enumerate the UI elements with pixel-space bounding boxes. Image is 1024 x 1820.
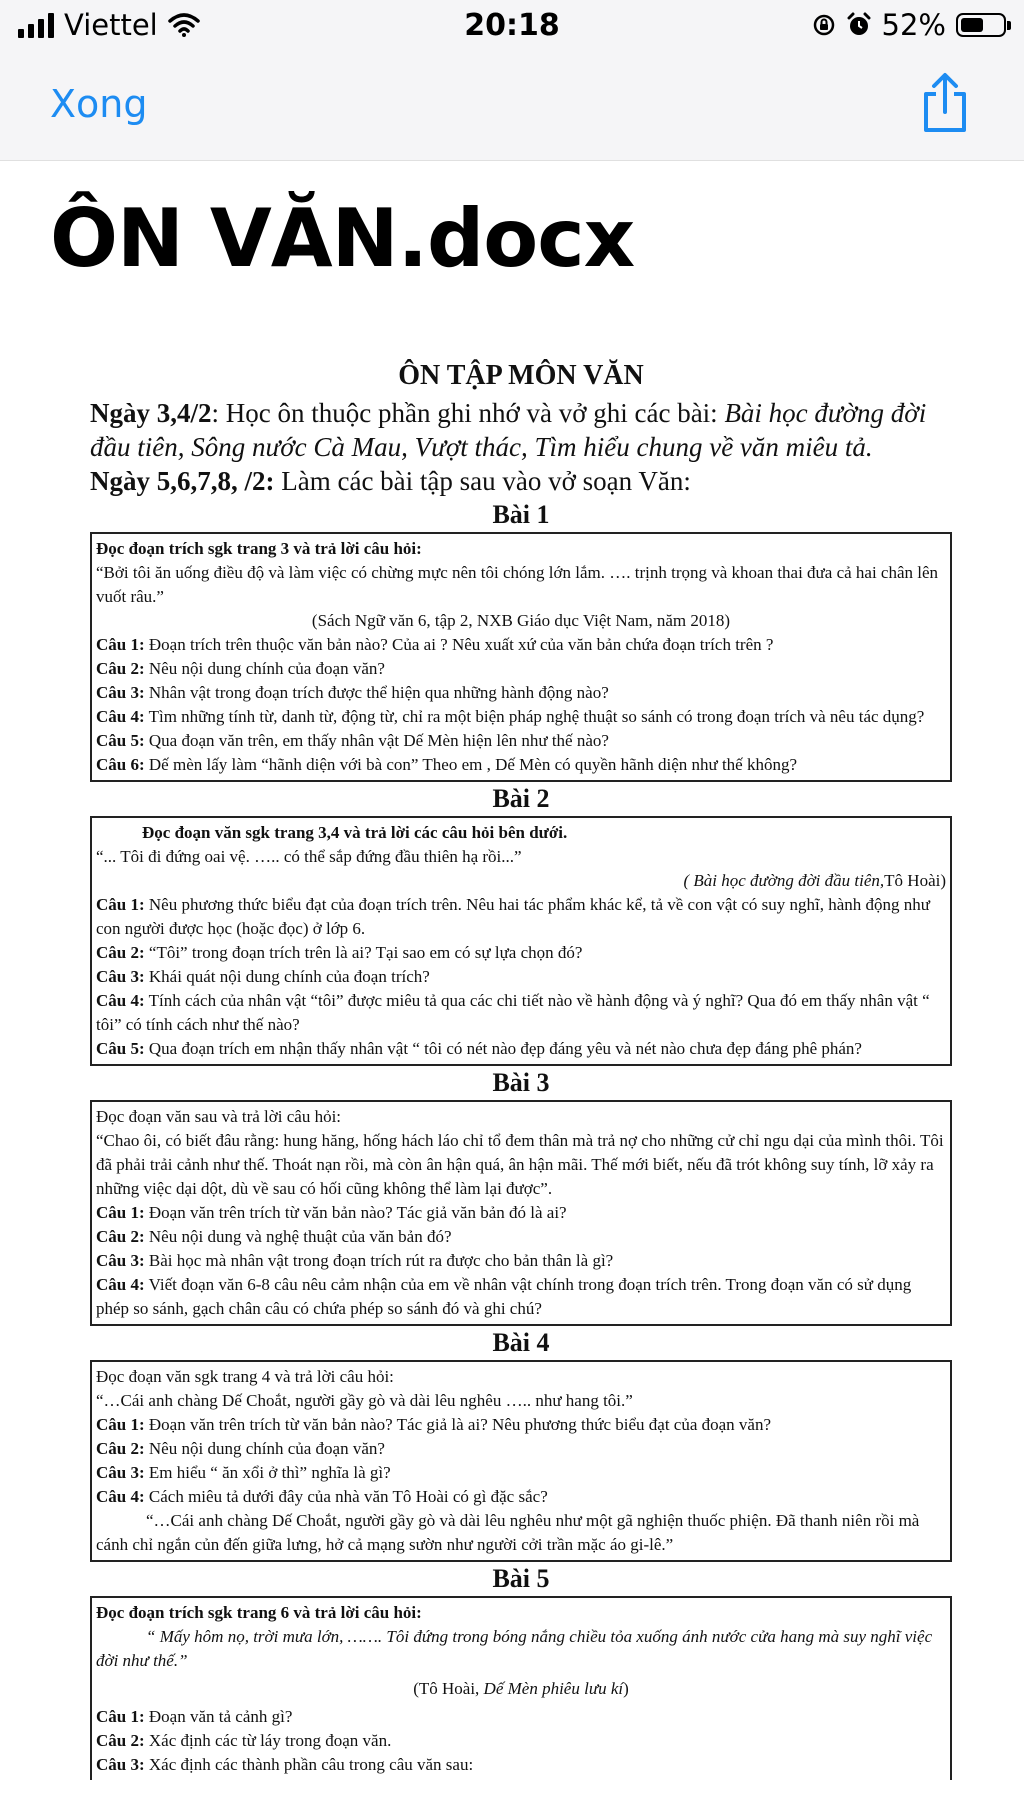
question-item [96, 1705, 946, 1729]
question-label: Câu 2: [96, 1439, 145, 1458]
bai-4-questions [96, 1413, 946, 1509]
question-label: Câu 2: [96, 1227, 145, 1246]
intro-line-1 [90, 396, 952, 464]
document-page[interactable] [90, 360, 952, 1780]
bai-1-header: Đọc đoạn trích sgk trang 3 và trả lời câu hỏi: [96, 539, 422, 558]
question-item [96, 1437, 946, 1461]
bai-5-source-close: ) [623, 1679, 629, 1698]
bai-5-source [96, 1677, 946, 1701]
bai-2-quote: “... Tôi đi đứng oai vệ. ….. có thể sắp đứng đầu thiên hạ rồi...” [96, 847, 522, 866]
question-label: Câu 6: [96, 755, 145, 774]
bai-3-box [90, 1100, 952, 1326]
bai-2-source-title: ( Bài học đường đời đầu tiên, [683, 871, 885, 890]
question-item [96, 1201, 946, 1225]
intro-label-2: Ngày 5,6,7,8, /2: [90, 466, 275, 496]
question-text: Cách miêu tả dưới đây của nhà văn Tô Hoài có gì đặc sắc? [144, 1487, 548, 1506]
question-text: Nêu nội dung chính của đoạn văn? [144, 659, 385, 678]
question-text: Em hiểu “ ăn xổi ở thì” nghĩa là gì? [144, 1463, 391, 1482]
bai-4-extra-quote: “…Cái anh chàng Dế Choắt, người gầy gò và dài lêu nghêu như một gã nghiện thuốc phiện. Đã thanh niên rồi mà cánh chỉ ngắn củn đến giữa lưng, hở cả mạng sườn như người cởi trần mặc áo gi-lê.” [96, 1511, 920, 1554]
bai-4-box [90, 1360, 952, 1562]
question-item [96, 1461, 946, 1485]
bai-5-source-title: Dế Mèn phiêu lưu kí [483, 1679, 624, 1698]
question-label: Câu 1: [96, 1707, 145, 1726]
question-item [96, 1485, 946, 1509]
status-bar [0, 0, 1024, 52]
question-text: Khái quát nội dung chính của đoạn trích? [144, 967, 430, 986]
bai-1-source: (Sách Ngữ văn 6, tập 2, NXB Giáo dục Việt Nam, năm 2018) [311, 611, 731, 630]
question-text: Nêu nội dung chính của đoạn văn? [144, 1439, 385, 1458]
battery-percent: 52% [881, 8, 946, 42]
question-label: Câu 3: [96, 967, 145, 986]
bai-3-header: Đọc đoạn văn sau và trả lời câu hỏi: [96, 1107, 342, 1126]
question-label: Câu 3: [96, 1251, 145, 1270]
rotation-lock-icon [812, 13, 836, 37]
bai-3-title: Bài 3 [492, 1068, 550, 1097]
bai-2-header: Đọc đoạn văn sgk trang 3,4 và trả lời các câu hỏi bên dưới. [142, 823, 568, 842]
question-label: Câu 4: [96, 1487, 145, 1506]
alarm-icon [846, 12, 872, 38]
status-time: 20:18 [464, 8, 560, 43]
question-item [96, 965, 946, 989]
question-text: Viết đoạn văn 6-8 câu nêu cảm nhận của em về nhân vật chính trong đoạn trích trên. Trong đoạn văn có sử dụng phép so sánh, gạch chân câu có chứa phép so sánh đó và ghi chú? [96, 1275, 912, 1318]
bai-4-quote: “…Cái anh chàng Dế Choắt, người gầy gò và dài lêu nghêu ….. như hang tôi.” [96, 1391, 633, 1410]
bai-1-title: Bài 1 [492, 500, 550, 529]
question-item [96, 681, 946, 705]
question-label: Câu 2: [96, 1731, 145, 1750]
question-text: Đoạn trích trên thuộc văn bản nào? Của ai ? Nêu xuất xứ của văn bản chứa đoạn trích trên ? [144, 635, 774, 654]
status-right [812, 8, 1006, 42]
question-item [96, 1249, 946, 1273]
bai-3-questions [96, 1201, 946, 1321]
question-item [96, 657, 946, 681]
question-item [96, 1729, 946, 1753]
question-item [96, 1225, 946, 1249]
question-text: Đoạn văn trên trích từ văn bản nào? Tác giả là ai? Nêu phương thức biểu đạt của đoạn văn? [144, 1415, 772, 1434]
bai-2-source [96, 869, 946, 893]
question-label: Câu 4: [96, 991, 145, 1010]
file-title: ÔN VĂN.docx [50, 192, 635, 285]
bai-5-title: Bài 5 [492, 1564, 550, 1593]
question-text: Nêu nội dung và nghệ thuật của văn bản đó? [144, 1227, 452, 1246]
bai-1-quote: “Bởi tôi ăn uống điều độ và làm việc có chừng mực nên tôi chóng lớn lắm. …. trịnh trọng và khoan thai đưa cả hai chân lên vuốt râu.” [96, 563, 939, 606]
bai-5-quote: “ Mấy hôm nọ, trời mưa lớn, ……. Tôi đứng trong bóng nắng chiều tỏa xuống ánh nước cửa hang mà suy nghĩ việc đời như thế.” [96, 1627, 933, 1670]
question-text: Xác định các thành phần câu trong câu văn sau: [144, 1755, 474, 1774]
question-text: Đoạn văn tả cảnh gì? [144, 1707, 293, 1726]
intro-label-1: Ngày 3,4/2 [90, 398, 212, 428]
question-label: Câu 2: [96, 659, 145, 678]
question-text: Qua đoạn văn trên, em thấy nhân vật Dế Mèn hiện lên như thế nào? [144, 731, 609, 750]
question-label: Câu 1: [96, 1203, 145, 1222]
question-label: Câu 2: [96, 943, 145, 962]
intro-text-2: Làm các bài tập sau vào vở soạn Văn: [274, 466, 691, 496]
question-text: Đoạn văn trên trích từ văn bản nào? Tác giả văn bản đó là ai? [144, 1203, 567, 1222]
question-item [96, 1037, 946, 1061]
bai-5-source-author: (Tô Hoài, [413, 1679, 484, 1698]
question-text: “Tôi” trong đoạn trích trên là ai? Tại sao em có sự lựa chọn đó? [144, 943, 583, 962]
bai-4-header: Đọc đoạn văn sgk trang 4 và trả lời câu hỏi: [96, 1367, 394, 1386]
question-label: Câu 4: [96, 1275, 145, 1294]
question-item [96, 1413, 946, 1437]
question-text: Nêu phương thức biểu đạt của đoạn trích trên. Nêu hai tác phẩm khác kể, tả về con vật có suy nghĩ, hành động như con người được học (hoặc đọc) ở lớp 6. [96, 895, 931, 938]
bai-5-questions [96, 1705, 946, 1777]
question-text: Tính cách của nhân vật “tôi” được miêu tả qua các chi tiết nào về hành động và ý nghĩ? Qua đó em thấy nhân vật “ tôi” có tính cách như thế nào? [96, 991, 930, 1034]
question-item [96, 893, 946, 941]
bai-1-questions [96, 633, 946, 777]
question-item [96, 705, 946, 729]
question-label: Câu 3: [96, 1463, 145, 1482]
done-button[interactable]: Xong [50, 82, 148, 126]
question-item [96, 729, 946, 753]
share-icon[interactable] [918, 72, 972, 134]
bai-2-title: Bài 2 [492, 784, 550, 813]
question-item [96, 753, 946, 777]
question-item [96, 989, 946, 1037]
question-text: Tìm những tính từ, danh từ, động từ, chỉ ra một biện pháp nghệ thuật so sánh có trong đoạn trích và nêu tác dụng? [144, 707, 925, 726]
intro-line-2 [90, 464, 952, 498]
question-item [96, 633, 946, 657]
question-text: Qua đoạn trích em nhận thấy nhân vật “ tôi có nét nào đẹp đáng yêu và nét nào chưa đẹp đáng phê phán? [144, 1039, 862, 1058]
question-label: Câu 3: [96, 683, 145, 702]
bai-4-title: Bài 4 [492, 1328, 550, 1357]
bai-1-box [90, 532, 952, 782]
question-label: Câu 3: [96, 1755, 145, 1774]
question-text: Nhân vật trong đoạn trích được thể hiện qua những hành động nào? [144, 683, 609, 702]
question-label: Câu 4: [96, 707, 145, 726]
bai-5-header: Đọc đoạn trích sgk trang 6 và trả lời câu hỏi: [96, 1603, 422, 1622]
question-text: Xác định các từ láy trong đoạn văn. [144, 1731, 392, 1750]
bai-2-box [90, 816, 952, 1066]
question-label: Câu 1: [96, 1415, 145, 1434]
question-text: Dế mèn lấy làm “hãnh diện với bà con” Theo em , Dế Mèn có quyền hãnh diện như thế không? [144, 755, 798, 774]
bai-2-questions [96, 893, 946, 1061]
intro-text-1: : Học ôn thuộc phần ghi nhớ và vở ghi các bài: [211, 398, 725, 428]
question-item [96, 1753, 946, 1777]
top-bar [0, 0, 1024, 161]
question-item [96, 1273, 946, 1321]
question-label: Câu 5: [96, 1039, 145, 1058]
question-label: Câu 1: [96, 895, 145, 914]
bai-2-source-author: Tô Hoài) [884, 871, 946, 890]
battery-icon [956, 13, 1006, 37]
question-label: Câu 5: [96, 731, 145, 750]
doc-heading: ÔN TẬP MÔN VĂN [398, 360, 644, 391]
intro-italic-1: Bài học đường đời đầu tiên, Sông nước Cà Mau, Vượt thác, Tìm hiểu chung về văn miêu tả. [90, 398, 927, 462]
carrier-name: Viettel [64, 8, 158, 42]
bai-5-box [90, 1596, 952, 1780]
bai-3-quote: “Chao ôi, có biết đâu rằng: hung hăng, hống hách láo chỉ tổ đem thân mà trả nợ cho những cử chỉ ngu dại của mình thôi. Tôi đã phải trải cảnh như thế. Thoát nạn rồi, mà còn ân hận quá, ân hận mãi. Thế mới biết, nếu đã trót không suy tính, lỡ xảy ra những việc dại dột, dù về sau có hối cũng không thể làm lại được”. [96, 1131, 944, 1198]
question-label: Câu 1: [96, 635, 145, 654]
question-item [96, 941, 946, 965]
question-text: Bài học mà nhân vật trong đoạn trích rút ra được cho bản thân là gì? [144, 1251, 614, 1270]
